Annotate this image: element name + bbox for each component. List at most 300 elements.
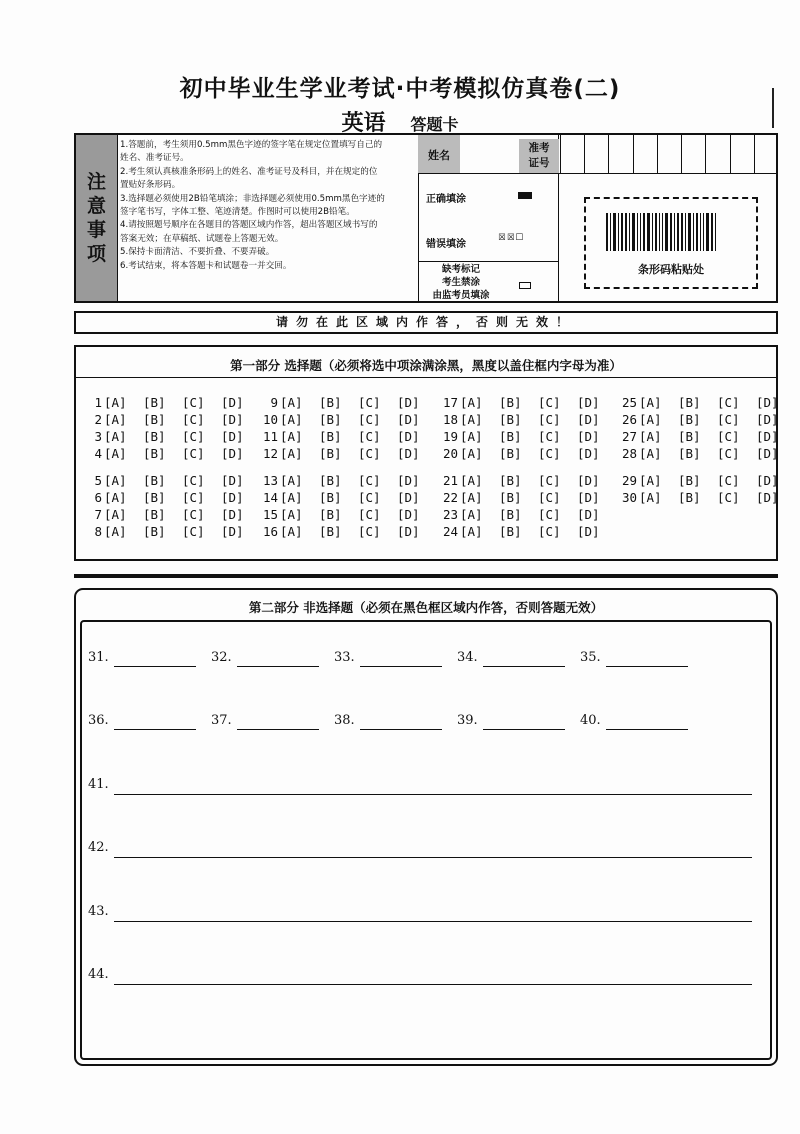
- mc-question-row: [438, 412, 616, 427]
- mc-question-row: [82, 524, 260, 539]
- mc-option-bubble[interactable]: [C]: [182, 429, 205, 444]
- mc-option-bubble[interactable]: [A]: [104, 395, 127, 410]
- barcode-bar: [647, 213, 650, 251]
- mc-question-row: [82, 395, 260, 410]
- absent-line3: 由监考员填涂: [432, 290, 490, 301]
- question-number: 42.: [88, 840, 109, 855]
- barcode-bar: [640, 213, 641, 251]
- mc-question-row: [617, 429, 795, 444]
- mc-option-bubble[interactable]: [D]: [756, 395, 779, 410]
- mc-option-bubble[interactable]: [A]: [460, 412, 483, 427]
- mc-question-number: 16: [262, 524, 278, 539]
- notice-item: 答案无效；在草稿纸、试题卷上答题无效。: [120, 233, 284, 244]
- mc-option-bubble[interactable]: [A]: [280, 507, 303, 522]
- mc-option-bubble[interactable]: [D]: [577, 524, 600, 539]
- long-answer-line[interactable]: [114, 794, 752, 795]
- mc-option-bubble[interactable]: [B]: [499, 507, 522, 522]
- mc-option-bubble[interactable]: [B]: [143, 395, 166, 410]
- mc-question-number: 10: [262, 412, 278, 427]
- barcode-bar: [606, 213, 608, 251]
- mc-option-bubble[interactable]: [D]: [577, 395, 600, 410]
- mc-option-bubble[interactable]: [C]: [182, 507, 205, 522]
- mc-option-bubble[interactable]: [A]: [280, 429, 303, 444]
- mc-option-bubble[interactable]: [B]: [143, 429, 166, 444]
- header-block: [74, 133, 778, 303]
- mc-option-bubble[interactable]: [A]: [104, 507, 127, 522]
- exam-id-digit-box[interactable]: [560, 135, 584, 173]
- mc-option-bubble[interactable]: [B]: [499, 473, 522, 488]
- mc-option-bubble[interactable]: [A]: [104, 446, 127, 461]
- wrong-fill-label: 错误填涂: [426, 239, 466, 250]
- mc-option-bubble[interactable]: [C]: [358, 490, 381, 505]
- mc-option-bubble[interactable]: [D]: [221, 490, 244, 505]
- barcode-bar: [700, 213, 701, 251]
- mc-option-bubble[interactable]: [D]: [221, 395, 244, 410]
- mc-question-number: 18: [442, 412, 458, 427]
- mc-option-bubble[interactable]: [B]: [319, 490, 342, 505]
- mc-question-row: [258, 446, 436, 461]
- mc-option-bubble[interactable]: [B]: [678, 395, 701, 410]
- mc-option-bubble[interactable]: [D]: [221, 429, 244, 444]
- absent-mark-box[interactable]: [519, 282, 531, 289]
- mc-option-bubble[interactable]: [B]: [499, 524, 522, 539]
- mc-option-bubble[interactable]: [D]: [397, 524, 420, 539]
- exam-id-digit-box[interactable]: [705, 135, 729, 173]
- mc-option-bubble[interactable]: [C]: [182, 490, 205, 505]
- mc-question-number: 5: [94, 473, 102, 488]
- mc-option-bubble[interactable]: [B]: [678, 490, 701, 505]
- mc-question-number: 24: [442, 524, 458, 539]
- barcode-label: 条形码粘贴处: [638, 263, 704, 276]
- mc-option-bubble[interactable]: [C]: [358, 395, 381, 410]
- mc-option-bubble[interactable]: [B]: [678, 473, 701, 488]
- mc-option-bubble[interactable]: [C]: [358, 524, 381, 539]
- notice-side-char: 事: [86, 219, 106, 241]
- mc-option-bubble[interactable]: [D]: [577, 412, 600, 427]
- mc-option-bubble[interactable]: [C]: [538, 429, 561, 444]
- notice-side-char: 注: [86, 171, 106, 193]
- name-label: 姓名: [428, 149, 450, 162]
- mc-option-bubble[interactable]: [D]: [577, 473, 600, 488]
- mc-option-bubble[interactable]: [C]: [358, 429, 381, 444]
- mc-option-bubble[interactable]: [D]: [577, 490, 600, 505]
- mc-option-bubble[interactable]: [A]: [280, 395, 303, 410]
- question-number: 43.: [88, 904, 109, 919]
- short-answer-blank: [211, 650, 232, 665]
- mc-question-row: [438, 524, 616, 539]
- question-number: 31.: [88, 650, 109, 665]
- mc-option-bubble[interactable]: [C]: [717, 446, 740, 461]
- mc-option-bubble[interactable]: [C]: [182, 524, 205, 539]
- mc-question-row: [82, 507, 260, 522]
- mc-option-bubble[interactable]: [D]: [221, 473, 244, 488]
- short-answer-blank: [580, 650, 601, 665]
- mc-question-number: 11: [262, 429, 278, 444]
- mc-question-number: 28: [621, 446, 637, 461]
- mc-question-number: 8: [94, 524, 102, 539]
- mc-question-number: 3: [94, 429, 102, 444]
- mc-question-number: 27: [621, 429, 637, 444]
- short-answer-blank: [211, 713, 232, 728]
- mc-option-bubble[interactable]: [D]: [756, 429, 779, 444]
- mc-option-bubble[interactable]: [B]: [499, 490, 522, 505]
- mc-option-bubble[interactable]: [B]: [319, 412, 342, 427]
- mc-question-row: [438, 446, 616, 461]
- mc-question-number: 21: [442, 473, 458, 488]
- notice-item: 1.答题前，考生须用0.5mm黑色字迹的签字笔在规定位置填写自己的: [120, 140, 383, 150]
- mc-option-bubble[interactable]: [A]: [460, 473, 483, 488]
- edge-mark: [772, 88, 774, 128]
- mc-option-bubble[interactable]: [C]: [717, 490, 740, 505]
- barcode-bar: [618, 213, 619, 251]
- mc-option-bubble[interactable]: [A]: [460, 446, 483, 461]
- question-number: 38.: [334, 713, 355, 728]
- answer-line[interactable]: [114, 666, 196, 667]
- short-answer-blank: [457, 713, 478, 728]
- notice-item: 2.考生须认真核准条形码上的姓名、准考证号及科目，并在规定的位: [120, 166, 378, 177]
- barcode-bar: [703, 213, 704, 251]
- mc-option-bubble[interactable]: [B]: [678, 412, 701, 427]
- barcode-bar: [706, 213, 709, 251]
- divider: [76, 377, 776, 378]
- mc-option-bubble[interactable]: [C]: [358, 412, 381, 427]
- mc-question-number: 19: [442, 429, 458, 444]
- barcode-bar: [696, 213, 698, 251]
- question-number: 39.: [457, 713, 478, 728]
- barcode-bar: [665, 213, 668, 251]
- absent-line2: 考生禁涂: [441, 277, 480, 288]
- mc-option-bubble[interactable]: [D]: [397, 429, 420, 444]
- mc-question-row: [258, 507, 436, 522]
- barcode-bar: [662, 213, 663, 251]
- mc-option-bubble[interactable]: [C]: [538, 412, 561, 427]
- divider: [418, 261, 558, 262]
- mc-option-bubble[interactable]: [C]: [717, 395, 740, 410]
- mc-option-bubble[interactable]: [C]: [538, 524, 561, 539]
- mc-option-bubble[interactable]: [A]: [460, 524, 483, 539]
- barcode-bar: [637, 213, 638, 251]
- notice-side-label: [76, 135, 118, 301]
- mc-option-bubble[interactable]: [A]: [280, 446, 303, 461]
- exam-id-boxes[interactable]: [560, 135, 778, 173]
- mc-question-number: 25: [621, 395, 637, 410]
- absent-line1: 缺考标记: [441, 264, 480, 275]
- mc-option-bubble[interactable]: [C]: [182, 412, 205, 427]
- answer-line[interactable]: [237, 729, 319, 730]
- question-number: 33.: [334, 650, 355, 665]
- mc-option-bubble[interactable]: [C]: [538, 446, 561, 461]
- question-number: 34.: [457, 650, 478, 665]
- mc-option-bubble[interactable]: [A]: [104, 429, 127, 444]
- mc-option-bubble[interactable]: [B]: [143, 473, 166, 488]
- exam-id-digit-box[interactable]: [608, 135, 632, 173]
- part1-section: [74, 345, 778, 561]
- exam-id-label: [519, 139, 559, 173]
- mc-option-bubble[interactable]: [D]: [221, 412, 244, 427]
- mc-option-bubble[interactable]: [B]: [678, 429, 701, 444]
- long-answer-line[interactable]: [114, 857, 752, 858]
- long-answer-line[interactable]: [114, 921, 752, 922]
- mc-option-bubble[interactable]: [D]: [397, 412, 420, 427]
- mc-question-number: 29: [621, 473, 637, 488]
- mc-option-bubble[interactable]: [A]: [639, 473, 662, 488]
- mc-option-bubble[interactable]: [B]: [499, 412, 522, 427]
- mc-option-bubble[interactable]: [B]: [143, 507, 166, 522]
- barcode-bar: [613, 213, 616, 251]
- mc-option-bubble[interactable]: [D]: [577, 429, 600, 444]
- barcode-bar: [652, 213, 653, 251]
- mc-question-row: [258, 524, 436, 539]
- mc-option-bubble[interactable]: [D]: [577, 507, 600, 522]
- question-number: 35.: [580, 650, 601, 665]
- mc-option-bubble[interactable]: [C]: [717, 473, 740, 488]
- mc-question-number: 6: [94, 490, 102, 505]
- mc-option-bubble[interactable]: [A]: [639, 429, 662, 444]
- mc-question-row: [617, 446, 795, 461]
- exam-id-digit-box[interactable]: [584, 135, 608, 173]
- correct-fill-label: 正确填涂: [426, 194, 466, 205]
- notice-item: 6.考试结束，将本答题卡和试题卷一并交回。: [120, 260, 292, 271]
- mc-option-bubble[interactable]: [A]: [460, 429, 483, 444]
- long-answer-line[interactable]: [114, 984, 752, 985]
- mc-option-bubble[interactable]: [D]: [221, 507, 244, 522]
- no-answer-warning: 请勿在此区域内作答，否则无效！: [74, 311, 778, 334]
- mc-option-bubble[interactable]: [A]: [104, 524, 127, 539]
- mc-option-bubble[interactable]: [B]: [143, 446, 166, 461]
- barcode-bar: [674, 213, 675, 251]
- mc-option-bubble[interactable]: [B]: [143, 412, 166, 427]
- mc-option-bubble[interactable]: [B]: [499, 429, 522, 444]
- mc-option-bubble[interactable]: [B]: [143, 490, 166, 505]
- mc-option-bubble[interactable]: [C]: [182, 473, 205, 488]
- mc-question-row: [258, 490, 436, 505]
- mc-option-bubble[interactable]: [B]: [319, 395, 342, 410]
- barcode-bar: [610, 213, 611, 251]
- divider: [418, 173, 778, 174]
- mc-option-bubble[interactable]: [C]: [538, 395, 561, 410]
- notice-side-char: 意: [86, 195, 106, 217]
- question-number: 44.: [88, 967, 109, 982]
- mc-option-bubble[interactable]: [C]: [358, 507, 381, 522]
- mc-option-bubble[interactable]: [D]: [397, 507, 420, 522]
- answer-line[interactable]: [483, 729, 565, 730]
- short-answer-blank: [457, 650, 478, 665]
- mc-option-bubble[interactable]: [C]: [717, 412, 740, 427]
- exam-id-digit-box[interactable]: [681, 135, 705, 173]
- mc-question-row: [617, 395, 795, 410]
- question-number: 41.: [88, 777, 109, 792]
- mc-option-bubble[interactable]: [C]: [358, 446, 381, 461]
- answer-line[interactable]: [114, 729, 196, 730]
- notice-item: 4.请按照题号顺序在各题目的答题区域内作答，超出答题区域书写的: [120, 220, 378, 231]
- notice-list: [120, 139, 420, 273]
- mc-option-bubble[interactable]: [D]: [756, 473, 779, 488]
- mc-question-number: 12: [262, 446, 278, 461]
- barcode-bar: [629, 213, 630, 251]
- answer-card-label: 答题卡: [410, 115, 459, 134]
- mc-option-bubble[interactable]: [A]: [639, 412, 662, 427]
- mc-option-bubble[interactable]: [D]: [577, 446, 600, 461]
- mc-option-bubble[interactable]: [C]: [538, 473, 561, 488]
- mc-option-bubble[interactable]: [B]: [143, 524, 166, 539]
- mc-question-number: 26: [621, 412, 637, 427]
- mc-option-bubble[interactable]: [D]: [397, 473, 420, 488]
- mc-option-bubble[interactable]: [D]: [756, 490, 779, 505]
- mc-option-bubble[interactable]: [C]: [358, 473, 381, 488]
- mc-option-bubble[interactable]: [B]: [319, 446, 342, 461]
- mc-option-bubble[interactable]: [A]: [104, 412, 127, 427]
- mc-option-bubble[interactable]: [C]: [538, 507, 561, 522]
- mc-question-row: [82, 412, 260, 427]
- mc-option-bubble[interactable]: [D]: [221, 446, 244, 461]
- notice-item: 5.保持卡面清洁、不要折叠、不要弄破。: [120, 247, 275, 258]
- answer-line[interactable]: [483, 666, 565, 667]
- mc-option-bubble[interactable]: [A]: [460, 490, 483, 505]
- mc-option-bubble[interactable]: [D]: [397, 446, 420, 461]
- mc-option-bubble[interactable]: [B]: [319, 473, 342, 488]
- mc-option-bubble[interactable]: [B]: [678, 446, 701, 461]
- mc-question-row: [438, 490, 616, 505]
- exam-title: 初中毕业生学业考试·中考模拟仿真卷(二): [179, 76, 621, 102]
- mc-question-row: [82, 429, 260, 444]
- wrong-fill-examples: ☒☒☐: [498, 229, 525, 244]
- mc-question-number: 23: [442, 507, 458, 522]
- answer-line[interactable]: [360, 729, 442, 730]
- mc-question-row: [82, 473, 260, 488]
- mc-option-bubble[interactable]: [D]: [221, 524, 244, 539]
- mc-option-bubble[interactable]: [D]: [756, 412, 779, 427]
- barcode-area: [584, 197, 758, 289]
- mc-option-bubble[interactable]: [B]: [499, 395, 522, 410]
- barcode-bar: [681, 213, 683, 251]
- part2-section: [74, 588, 778, 1066]
- barcode-bar: [621, 213, 623, 251]
- mc-question-number: 17: [442, 395, 458, 410]
- exam-id-digit-box[interactable]: [633, 135, 657, 173]
- mc-question-number: 15: [262, 507, 278, 522]
- exam-id-label-line1: 准考: [528, 142, 550, 154]
- mc-question-row: [258, 412, 436, 427]
- barcode-bar: [715, 213, 716, 251]
- mc-question-number: 7: [94, 507, 102, 522]
- exam-id-digit-box[interactable]: [730, 135, 754, 173]
- mc-question-number: 13: [262, 473, 278, 488]
- absent-mark-label: [426, 263, 496, 302]
- mc-option-bubble[interactable]: [D]: [397, 395, 420, 410]
- notice-item: 3.选择题必须使用2B铅笔填涂；非选择题必须使用0.5mm黑色字迹的: [120, 193, 385, 204]
- barcode-bar: [677, 213, 679, 251]
- exam-id-label-line2: 证号: [528, 157, 550, 169]
- question-number: 36.: [88, 713, 109, 728]
- mc-option-bubble[interactable]: [C]: [182, 446, 205, 461]
- barcode-bar: [711, 213, 713, 251]
- exam-id-digit-box[interactable]: [657, 135, 681, 173]
- mc-question-row: [617, 412, 795, 427]
- part2-title: 第二部分 非选择题（必须在黑色框区域内作答，否则答题无效）: [248, 600, 604, 615]
- short-answer-blank: [580, 713, 601, 728]
- mc-question-number: 4: [94, 446, 102, 461]
- mc-option-bubble[interactable]: [B]: [319, 507, 342, 522]
- divider: [74, 574, 778, 578]
- mc-option-bubble[interactable]: [A]: [104, 473, 127, 488]
- mc-question-row: [438, 395, 616, 410]
- question-number: 37.: [211, 713, 232, 728]
- mc-question-row: [438, 473, 616, 488]
- mc-option-bubble[interactable]: [B]: [499, 446, 522, 461]
- mc-option-bubble[interactable]: [A]: [280, 412, 303, 427]
- mc-option-bubble[interactable]: [C]: [717, 429, 740, 444]
- mc-question-number: 22: [442, 490, 458, 505]
- mc-question-number: 1: [94, 395, 102, 410]
- answer-line[interactable]: [237, 666, 319, 667]
- mc-question-number: 20: [442, 446, 458, 461]
- mc-option-bubble[interactable]: [A]: [280, 524, 303, 539]
- mc-question-row: [438, 507, 616, 522]
- answer-line[interactable]: [606, 729, 688, 730]
- mc-option-bubble[interactable]: [C]: [538, 490, 561, 505]
- part1-title: 第一部分 选择题（必须将选中项涂满涂黑，黑度以盖住框内字母为准）: [230, 358, 622, 373]
- short-answer-blank: [88, 713, 109, 728]
- barcode-bar: [693, 213, 694, 251]
- mc-option-bubble[interactable]: [B]: [319, 524, 342, 539]
- mc-question-row: [258, 473, 436, 488]
- question-number: 32.: [211, 650, 232, 665]
- mc-question-row: [617, 490, 795, 505]
- mc-question-row: [617, 473, 795, 488]
- barcode-bar: [643, 213, 645, 251]
- mc-option-bubble[interactable]: [A]: [460, 507, 483, 522]
- short-answer-blank: [334, 713, 355, 728]
- mc-option-bubble[interactable]: [A]: [639, 395, 662, 410]
- mc-question-row: [438, 429, 616, 444]
- correct-fill-example: [518, 192, 532, 199]
- mc-question-row: [258, 395, 436, 410]
- barcode-bar: [625, 213, 627, 251]
- mc-option-bubble[interactable]: [A]: [639, 446, 662, 461]
- mc-question-number: 14: [262, 490, 278, 505]
- mc-question-row: [258, 429, 436, 444]
- notice-item: 签字笔书写，字体工整、笔迹清楚。作图时可以使用2B铅笔。: [120, 207, 355, 218]
- mc-question-number: 9: [270, 395, 278, 410]
- mc-option-bubble[interactable]: [D]: [756, 446, 779, 461]
- question-number: 40.: [580, 713, 601, 728]
- barcode-bar: [670, 213, 672, 251]
- mc-option-bubble[interactable]: [A]: [280, 473, 303, 488]
- mc-option-bubble[interactable]: [A]: [460, 395, 483, 410]
- answer-line[interactable]: [606, 666, 688, 667]
- short-answer-blank: [334, 650, 355, 665]
- mc-option-bubble[interactable]: [A]: [104, 490, 127, 505]
- mc-option-bubble[interactable]: [D]: [397, 490, 420, 505]
- mc-question-row: [82, 446, 260, 461]
- mc-option-bubble[interactable]: [B]: [319, 429, 342, 444]
- exam-id-digit-box[interactable]: [754, 135, 778, 173]
- subject-label: 英语: [341, 111, 386, 136]
- answer-line[interactable]: [360, 666, 442, 667]
- barcode-bar: [655, 213, 657, 251]
- barcode-bar: [659, 213, 660, 251]
- notice-item: 置贴好条形码。: [120, 180, 181, 191]
- mc-question-row: [82, 490, 260, 505]
- answer-frame: [80, 620, 772, 1060]
- barcode-bar: [688, 213, 691, 251]
- mc-option-bubble[interactable]: [A]: [280, 490, 303, 505]
- mc-option-bubble[interactable]: [C]: [182, 395, 205, 410]
- mc-question-number: 30: [621, 490, 637, 505]
- notice-side-char: 项: [86, 243, 106, 265]
- mc-option-bubble[interactable]: [A]: [639, 490, 662, 505]
- barcode-bar: [632, 213, 635, 251]
